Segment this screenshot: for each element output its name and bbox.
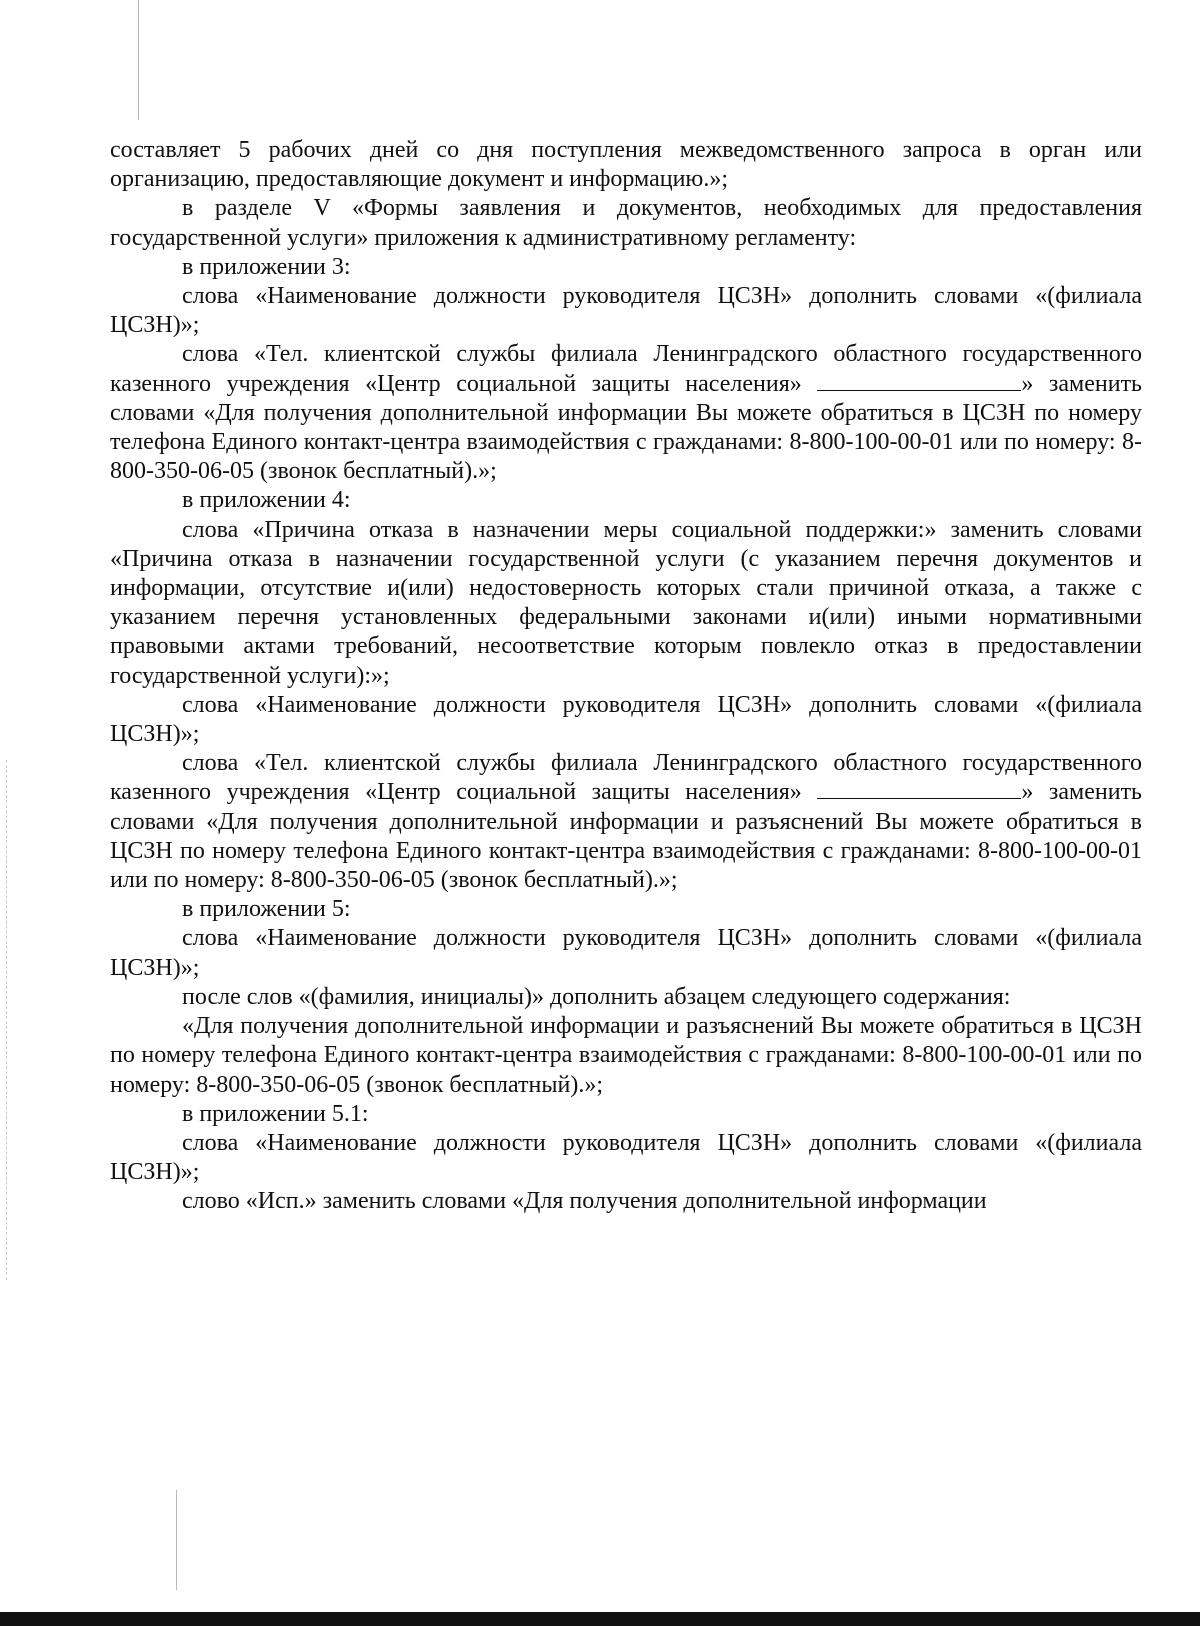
paragraph-section-v: в разделе V «Формы заявления и документов, необходимых для предоставления государственной услуги» приложения к административному регламенту: bbox=[110, 195, 1142, 251]
paragraph-appendix-5-after-name: после слов «(фамилия, инициалы)» дополнить абзацем следующего содержания: bbox=[182, 983, 1011, 1010]
scan-artifact-line bbox=[138, 0, 139, 120]
scan-artifact-margin-dashes bbox=[6, 760, 8, 1280]
paragraph-1: составляет 5 рабочих дней со дня поступления межведомственного запроса в орган или организацию, предоставляющие документ и информацию.»; bbox=[110, 137, 1142, 193]
blank-line bbox=[817, 780, 1021, 799]
paragraph-text-before-blank: слова «Тел. клиентской службы филиала Ленинградского областного государственного казенного учреждения «Центр социальной защиты населения» bbox=[110, 341, 1142, 397]
blank-line bbox=[817, 372, 1021, 391]
paragraph-appendix-5-1-isp: слово «Исп.» заменить словами «Для получения дополнительной информации bbox=[182, 1188, 987, 1215]
paragraph-appendix-3-position: слова «Наименование должности руководителя ЦСЗН» дополнить словами «(филиала ЦСЗН)»; bbox=[110, 283, 1142, 339]
paragraph-appendix-4: в приложении 4: bbox=[182, 487, 351, 514]
paragraph-appendix-5-position: слова «Наименование должности руководителя ЦСЗН» дополнить словами «(филиала ЦСЗН)»; bbox=[110, 925, 1142, 981]
document-body bbox=[110, 136, 1142, 1217]
paragraph-appendix-4-phone bbox=[110, 749, 1142, 895]
paragraph-text-after-blank: » заменить словами «Для получения дополнительной информации и разъяснений Вы можете обратиться в ЦСЗН по номеру телефона Единого контакт-центра взаимодействия с гражданами: 8-800-100-00-01 или по номеру: 8-800-350-06-05 (звонок бесплатный).»; bbox=[110, 779, 1142, 894]
scan-bottom-edge bbox=[0, 1612, 1200, 1626]
paragraph-text-before-blank: слова «Тел. клиентской службы филиала Ленинградского областного государственного казенного учреждения «Центр социальной защиты населения» bbox=[110, 750, 1142, 806]
paragraph-appendix-5-new-text: «Для получения дополнительной информации и разъяснений Вы можете обратиться в ЦСЗН по номеру телефона Единого контакт-центра взаимодействия с гражданами: 8-800-100-00-01 или по номеру: 8-800-350-06-05 (звонок бесплатный).»; bbox=[110, 1013, 1142, 1098]
paragraph-appendix-5-1: в приложении 5.1: bbox=[182, 1100, 369, 1127]
paragraph-appendix-3: в приложении 3: bbox=[182, 253, 351, 280]
paragraph-appendix-4-position: слова «Наименование должности руководителя ЦСЗН» дополнить словами «(филиала ЦСЗН)»; bbox=[110, 691, 1142, 748]
paragraph-appendix-5: в приложении 5: bbox=[182, 896, 351, 923]
paragraph-text-after-blank: » заменить словами «Для получения дополнительной информации Вы можете обратиться в ЦСЗН по номеру телефона Единого контакт-центра взаимодействия с гражданами: 8-800-100-00-01 или по номеру: 8-800-350-06-05 (звонок бесплатный).»; bbox=[110, 370, 1142, 485]
scan-artifact-line-lower bbox=[176, 1490, 177, 1590]
paragraph-appendix-3-phone bbox=[110, 340, 1142, 486]
paragraph-appendix-5-1-position: слова «Наименование должности руководителя ЦСЗН» дополнить словами «(филиала ЦСЗН)»; bbox=[110, 1129, 1142, 1186]
paragraph-appendix-4-refusal: слова «Причина отказа в назначении меры социальной поддержки:» заменить словами «Причина отказа в назначении государственной услуги (с указанием перечня документов и информации, отсутствие и(или) недостоверность которых стали причиной отказа, а также с указанием перечня установленных федеральными законами и(или) иными нормативными правовыми актами требований, несоответствие которым повлекло отказ в предоставлении государственной услуги):»; bbox=[110, 516, 1142, 689]
